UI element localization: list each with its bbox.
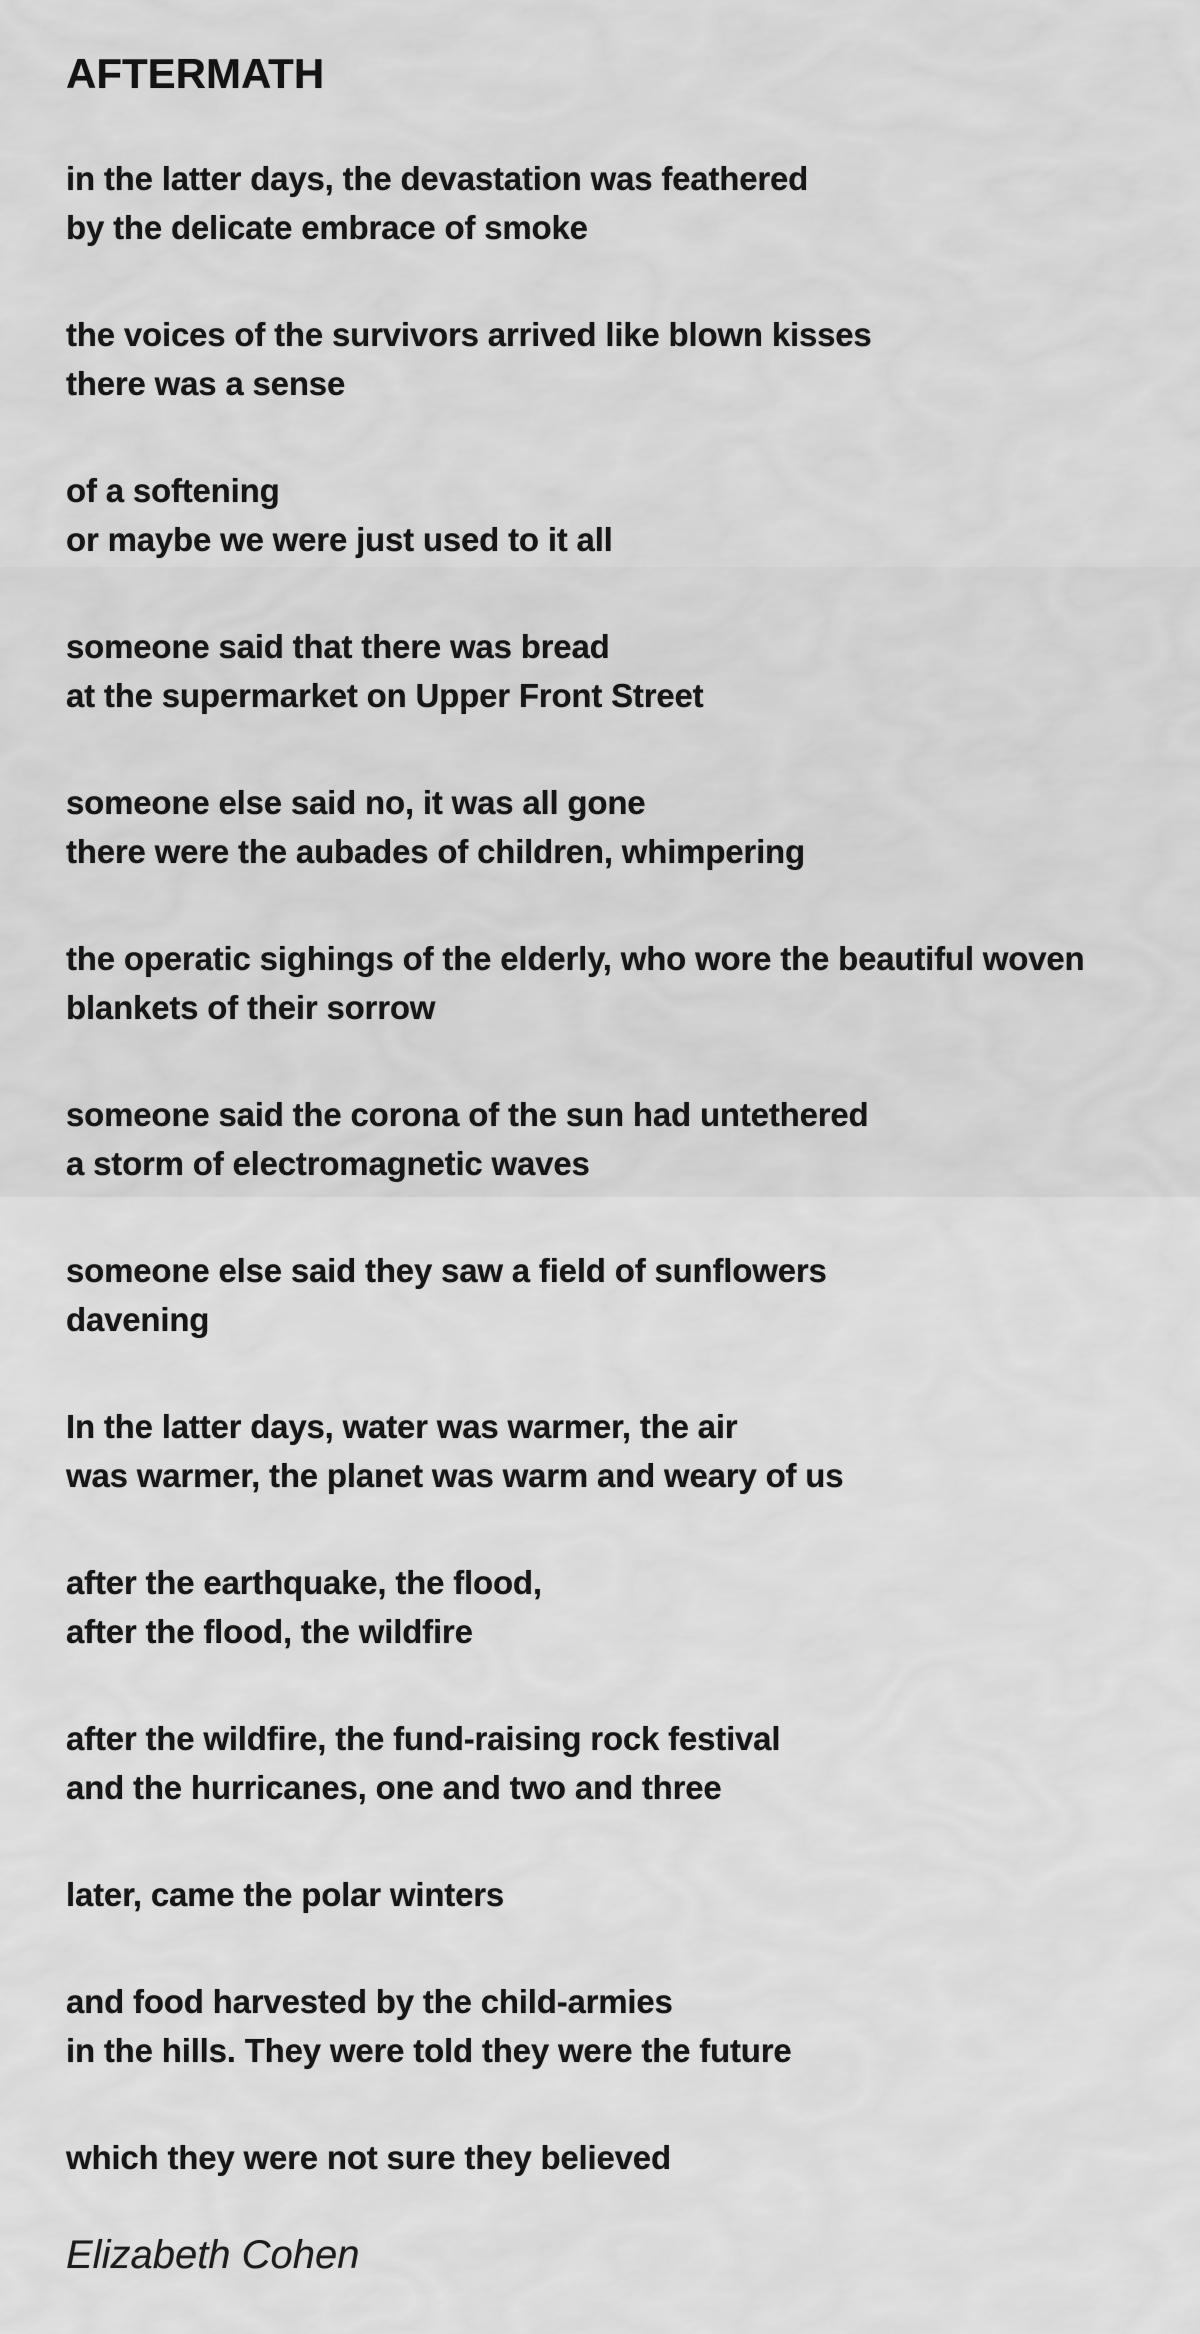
poem-stanza (66, 622, 1160, 720)
poem-line: someone said the corona of the sun had untethered (66, 1096, 869, 1133)
poem-line: or maybe we were just used to it all (66, 521, 613, 558)
poem-line: a storm of electromagnetic waves (66, 1145, 590, 1182)
poem-line: davening (66, 1301, 210, 1338)
poem-line: someone else said no, it was all gone (66, 784, 646, 821)
poem-line: at the supermarket on Upper Front Street (66, 677, 704, 714)
poem-line: there was a sense (66, 365, 346, 402)
poem-stanza (66, 1090, 1160, 1188)
poem-author-signature: Elizabeth Cohen (66, 2233, 360, 2277)
poem-line: of a softening (66, 472, 280, 509)
poem-line: in the hills. They were told they were the future (66, 2032, 792, 2069)
poem-stanza (66, 154, 1160, 252)
poem-line: and food harvested by the child-armies (66, 1983, 673, 2020)
poem-stanza (66, 1402, 1160, 1500)
poem-line: which they were not sure they believed (66, 2139, 671, 2176)
poem-stanza (66, 310, 1160, 408)
poem-line: someone said that there was bread (66, 628, 610, 665)
poem-line: after the flood, the wildfire (66, 1613, 473, 1650)
poem-line: someone else said they saw a field of sunflowers (66, 1252, 827, 1289)
poem-stanza (66, 466, 1160, 564)
poem-body (66, 154, 1160, 2182)
poem-line: after the earthquake, the flood, (66, 1564, 542, 1601)
poem-line: the voices of the survivors arrived like blown kisses (66, 316, 872, 353)
poem-line: was warmer, the planet was warm and weary of us (66, 1457, 844, 1494)
poem-line: after the wildfire, the fund-raising rock festival (66, 1720, 781, 1757)
poem-line: and the hurricanes, one and two and three (66, 1769, 722, 1806)
poem-stanza (66, 934, 1160, 1032)
poem-stanza (66, 1558, 1160, 1656)
poem-line: blankets of their sorrow (66, 989, 436, 1026)
poem-stanza (66, 778, 1160, 876)
poem-stanza (66, 1870, 1160, 1919)
poem-stanza (66, 1246, 1160, 1344)
poem-line: by the delicate embrace of smoke (66, 209, 588, 246)
poem-line: there were the aubades of children, whimpering (66, 833, 805, 870)
poem-line: in the latter days, the devastation was feathered (66, 160, 809, 197)
poem-stanza (66, 1977, 1160, 2075)
poem-line: In the latter days, water was warmer, the air (66, 1408, 738, 1445)
poem-line: later, came the polar winters (66, 1876, 505, 1913)
poem-stanza (66, 2133, 1160, 2182)
poem-title: AFTERMATH (66, 50, 325, 97)
poem-line: the operatic sighings of the elderly, who wore the beautiful woven (66, 940, 1085, 977)
poem-stanza (66, 1714, 1160, 1812)
